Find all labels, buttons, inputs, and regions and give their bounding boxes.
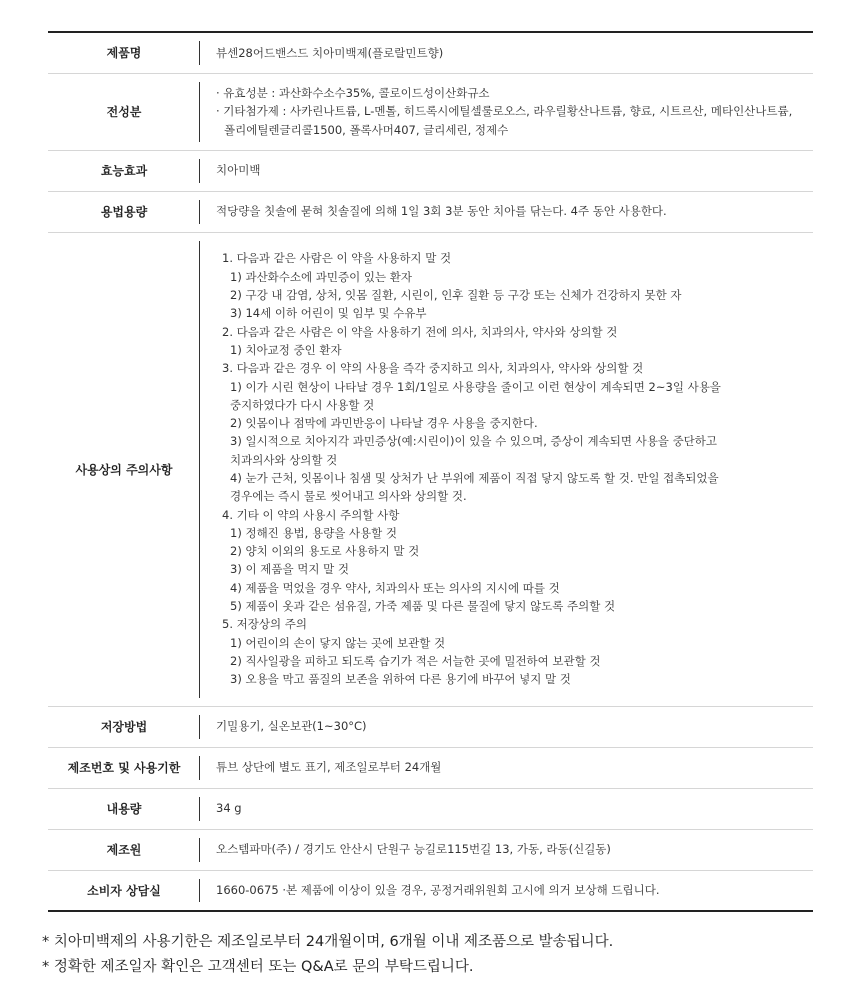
table-row-consumer-center bbox=[48, 870, 813, 911]
value-efficacy: 치아미백 bbox=[216, 163, 261, 178]
table-row-efficacy bbox=[48, 150, 813, 191]
precaution-subitem: 5) 제품이 옷과 같은 섬유질, 가죽 제품 및 다른 물질에 닿지 않도록 주의할 것 bbox=[230, 599, 616, 614]
value-dosage: 적당량을 칫솔에 묻혀 칫솔질에 의해 1일 3회 3분 동안 치아를 닦는다. 4주 동안 사용한다. bbox=[216, 204, 667, 219]
label-precautions: 사용상의 주의사항 bbox=[48, 232, 200, 706]
footnote-expiry: * 치아미백제의 사용기한은 제조일로부터 24개월이며, 6개월 이내 제조품으로 발송됩니다. bbox=[42, 934, 614, 950]
precaution-subitem: 2) 직사일광을 피하고 되도록 습기가 적은 서늘한 곳에 밀전하여 보관할 것 bbox=[230, 653, 601, 668]
label-consumer-center: 소비자 상담실 bbox=[48, 870, 200, 911]
table-row-precautions bbox=[48, 232, 813, 706]
precaution-item: 5. 저장상의 주의 bbox=[222, 617, 307, 632]
ingredient-line: · 유효성분 : 과산화수소수35%, 콜로이드성이산화규소 bbox=[216, 86, 490, 101]
value-manufacturer: 오스템파마(주) / 경기도 안산시 단원구 능길로115번길 13, 가동, 라동(신길동) bbox=[216, 842, 611, 857]
precaution-subitem: 2) 양치 이외의 용도로 사용하지 말 것 bbox=[230, 544, 420, 559]
precaution-subitem: 4) 제품을 먹었을 경우 약사, 치과의사 또는 의사의 지시에 따를 것 bbox=[230, 580, 560, 595]
precaution-subitem: 치과의사와 상의할 것 bbox=[230, 452, 338, 467]
precaution-subitem: 4) 눈가 근처, 잇몸이나 침샘 및 상처가 난 부위에 제품이 직접 닿지 않도록 할 것. 만일 접촉되었을 bbox=[230, 471, 719, 485]
precaution-subitem: 1) 이가 시린 현상이 나타날 경우 1회/1일로 사용량을 줄이고 이런 현상이 계속되면 2~3일 사용을 bbox=[230, 379, 721, 394]
table-row-manufacturer bbox=[48, 829, 813, 870]
value-storage: 기밀용기, 실온보관(1~30°C) bbox=[216, 719, 367, 734]
precaution-item: 1. 다음과 같은 사람은 이 약을 사용하지 말 것 bbox=[222, 251, 452, 266]
label-ingredients: 전성분 bbox=[48, 73, 200, 150]
footnote-inquiry: * 정확한 제조일자 확인은 고객센터 또는 Q&A로 문의 부탁드립니다. bbox=[42, 959, 474, 975]
ingredient-line: · 기타첨가제 : 사카린나트륨, L-멘톨, 히드록시에틸셀룰로오스, 라우릴황산나트륨, 향료, 시트르산, 메타인산나트륨, bbox=[216, 104, 793, 119]
label-volume: 내용량 bbox=[48, 788, 200, 829]
product-info-table bbox=[48, 31, 813, 912]
precaution-subitem: 1) 과산화수소에 과민증이 있는 환자 bbox=[230, 269, 412, 284]
value-lot-expiry: 튜브 상단에 별도 표기, 제조일로부터 24개월 bbox=[216, 760, 442, 775]
precaution-subitem: 2) 잇몸이나 점막에 과민반응이 나타날 경우 사용을 중지한다. bbox=[230, 416, 538, 431]
label-product-name: 제품명 bbox=[48, 32, 200, 73]
precaution-subitem: 경우에는 즉시 물로 씻어내고 의사와 상의할 것. bbox=[230, 489, 467, 504]
precaution-subitem: 1) 정해진 용법, 용량을 사용할 것 bbox=[230, 525, 398, 540]
precaution-subitem: 3) 14세 이하 어린이 및 임부 및 수유부 bbox=[230, 306, 427, 321]
value-consumer-center: 1660-0675 ·본 제품에 이상이 있을 경우, 공정거래위원회 고시에 의거 보상해 드립니다. bbox=[216, 883, 660, 898]
table-row-storage bbox=[48, 706, 813, 747]
footnotes bbox=[42, 930, 613, 980]
label-dosage: 용법용량 bbox=[48, 191, 200, 232]
precaution-item: 4. 기타 이 약의 사용시 주의할 사항 bbox=[222, 507, 400, 522]
precaution-subitem: 1) 치아교정 중인 환자 bbox=[230, 342, 342, 357]
table-row-lot-expiry bbox=[48, 747, 813, 788]
precaution-subitem: 1) 어린이의 손이 닿지 않는 곳에 보관할 것 bbox=[230, 635, 446, 650]
table-row-product-name bbox=[48, 32, 813, 73]
value-volume: 34 g bbox=[216, 801, 242, 816]
label-efficacy: 효능효과 bbox=[48, 150, 200, 191]
ingredient-line: 폴리에틸렌글리콜1500, 폴록사머407, 글리세린, 정제수 bbox=[224, 122, 509, 137]
precaution-subitem: 2) 구강 내 감염, 상처, 잇몸 질환, 시린이, 인후 질환 등 구강 또는 신체가 건강하지 못한 자 bbox=[230, 288, 682, 303]
value-ingredients bbox=[200, 73, 813, 150]
value-precautions bbox=[200, 232, 813, 706]
precaution-subitem: 3) 일시적으로 치아지각 과민증상(예:시린이)이 있을 수 있으며, 증상이 계속되면 사용을 중단하고 bbox=[230, 434, 717, 449]
table-row-ingredients bbox=[48, 73, 813, 150]
precaution-subitem: 중지하였다가 다시 사용할 것 bbox=[230, 397, 375, 412]
table-row-dosage bbox=[48, 191, 813, 232]
table-row-volume bbox=[48, 788, 813, 829]
value-product-name: 뷰센28어드밴스드 치아미백제(플로랄민트향) bbox=[216, 45, 444, 60]
precaution-item: 2. 다음과 같은 사람은 이 약을 사용하기 전에 의사, 치과의사, 약사와 상의할 것 bbox=[222, 324, 618, 339]
precaution-subitem: 3) 오용을 막고 품질의 보존을 위하여 다른 용기에 바꾸어 넣지 말 것 bbox=[230, 672, 571, 687]
label-manufacturer: 제조원 bbox=[48, 829, 200, 870]
label-storage: 저장방법 bbox=[48, 706, 200, 747]
label-lot-expiry: 제조번호 및 사용기한 bbox=[48, 747, 200, 788]
precaution-item: 3. 다음과 같은 경우 이 약의 사용을 즉각 중지하고 의사, 치과의사, 약사와 상의할 것 bbox=[222, 361, 644, 376]
precaution-subitem: 3) 이 제품을 먹지 말 것 bbox=[230, 562, 349, 577]
